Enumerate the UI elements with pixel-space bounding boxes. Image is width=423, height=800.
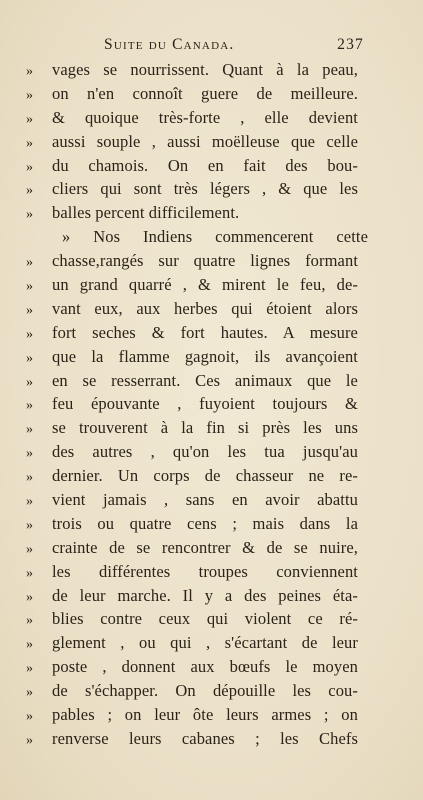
line-text: renverse leurs cabanes ; les Chefs <box>52 728 358 748</box>
line-text: du chamois. On en fait des bou- <box>52 155 358 175</box>
quote-mark: » <box>26 637 33 653</box>
text-line <box>26 416 358 440</box>
text-line <box>26 249 358 273</box>
quote-mark: » <box>26 589 33 605</box>
line-text: poste , donnent aux bœufs le moyen <box>52 657 358 677</box>
quote-mark: » <box>26 111 33 127</box>
quote-mark: » <box>26 470 33 486</box>
line-text: vant eux, aux herbes qui étoient alors <box>52 298 358 318</box>
line-text: fort seches & fort hautes. A mesure <box>52 322 358 342</box>
text-line <box>26 297 358 321</box>
line-text: des autres , qu'on les tua jusqu'au <box>52 442 358 462</box>
running-title: Suite du Canada. <box>104 36 235 53</box>
quote-mark: » <box>26 446 33 462</box>
line-text: balles percent difficilement. <box>52 203 240 223</box>
text-line <box>26 560 358 584</box>
text-line <box>26 321 358 345</box>
line-text: vient jamais , sans en avoir abattu <box>52 490 358 510</box>
line-text: blies contre ceux qui violent ce ré- <box>52 609 358 629</box>
line-text: chasse,rangés sur quatre lignes formant <box>52 251 358 271</box>
quote-mark: » <box>26 685 33 701</box>
line-text: se trouverent à la fin si près les uns <box>52 418 358 438</box>
text-line <box>26 440 358 464</box>
text-line <box>26 727 358 751</box>
quote-mark: » <box>26 64 33 79</box>
text-line <box>26 655 358 679</box>
line-text: pables ; on leur ôte leurs armes ; on <box>52 705 358 725</box>
text-line <box>26 273 358 297</box>
quote-mark: » <box>26 565 33 581</box>
line-text: de leur marche. Il y a des peines éta- <box>52 585 358 605</box>
quote-mark: » <box>26 398 33 414</box>
line-text: vages se nourrissent. Quant à la peau, <box>52 60 358 79</box>
quote-mark: » <box>26 183 33 199</box>
page-number: 237 <box>337 36 364 53</box>
quote-mark: » <box>26 159 33 175</box>
quote-mark: » <box>26 302 33 318</box>
line-text: trois ou quatre cens ; mais dans la <box>52 513 358 533</box>
line-text: on n'en connoît guere de meilleure. <box>52 83 358 103</box>
line-text: dernier. Un corps de chasseur ne re- <box>52 466 358 486</box>
text-line <box>26 177 358 201</box>
text-line <box>26 607 358 631</box>
line-text: feu épouvante , fuyoient toujours & <box>52 394 358 414</box>
text-line <box>26 154 358 178</box>
page-body-text <box>26 58 368 751</box>
text-line <box>26 369 358 393</box>
line-text: en se resserrant. Ces animaux que le <box>52 370 358 390</box>
quote-mark: » <box>26 517 33 533</box>
line-text: » Nos Indiens commencerent cette <box>62 227 368 247</box>
quote-mark: » <box>26 541 33 557</box>
quote-mark: » <box>26 207 33 223</box>
text-line <box>26 703 358 727</box>
quote-mark: » <box>26 350 33 366</box>
line-text: & quoique très-forte , elle devient <box>52 107 358 127</box>
line-text: crainte de se rencontrer & de se nuire, <box>52 537 358 557</box>
quote-mark: » <box>26 613 33 629</box>
text-line <box>26 679 358 703</box>
line-text: cliers qui sont très légers , & que les <box>52 179 358 199</box>
line-text: aussi souple , aussi moëlleuse que celle <box>52 131 358 151</box>
quote-mark: » <box>26 279 33 295</box>
text-line <box>26 201 358 225</box>
quote-mark: » <box>26 255 33 271</box>
text-line <box>26 106 358 130</box>
quote-mark: » <box>26 135 33 151</box>
text-line <box>26 512 358 536</box>
quote-mark: » <box>26 494 33 510</box>
text-line <box>26 536 358 560</box>
text-line <box>26 225 368 249</box>
quote-mark: » <box>26 661 33 677</box>
text-line <box>26 82 358 106</box>
quote-mark: » <box>26 326 33 342</box>
line-text: de s'échapper. On dépouille les cou- <box>52 681 358 701</box>
text-line <box>26 464 358 488</box>
quote-mark: » <box>26 732 33 748</box>
text-line <box>26 392 358 416</box>
text-line <box>26 584 358 608</box>
text-line <box>26 631 358 655</box>
line-text: que la flamme gagnoit, ils avançoient <box>52 346 358 366</box>
text-line <box>26 130 358 154</box>
text-line <box>26 488 358 512</box>
line-text: les différentes troupes conviennent <box>52 561 358 581</box>
text-line <box>26 58 358 82</box>
text-line <box>26 345 358 369</box>
running-header <box>104 36 364 54</box>
line-text: un grand quarré , & mirent le feu, de- <box>52 275 358 295</box>
quote-mark: » <box>26 422 33 438</box>
line-text: glement , ou qui , s'écartant de leur <box>52 633 358 653</box>
quote-mark: » <box>26 87 33 103</box>
quote-mark: » <box>26 709 33 725</box>
quote-mark: » <box>26 374 33 390</box>
